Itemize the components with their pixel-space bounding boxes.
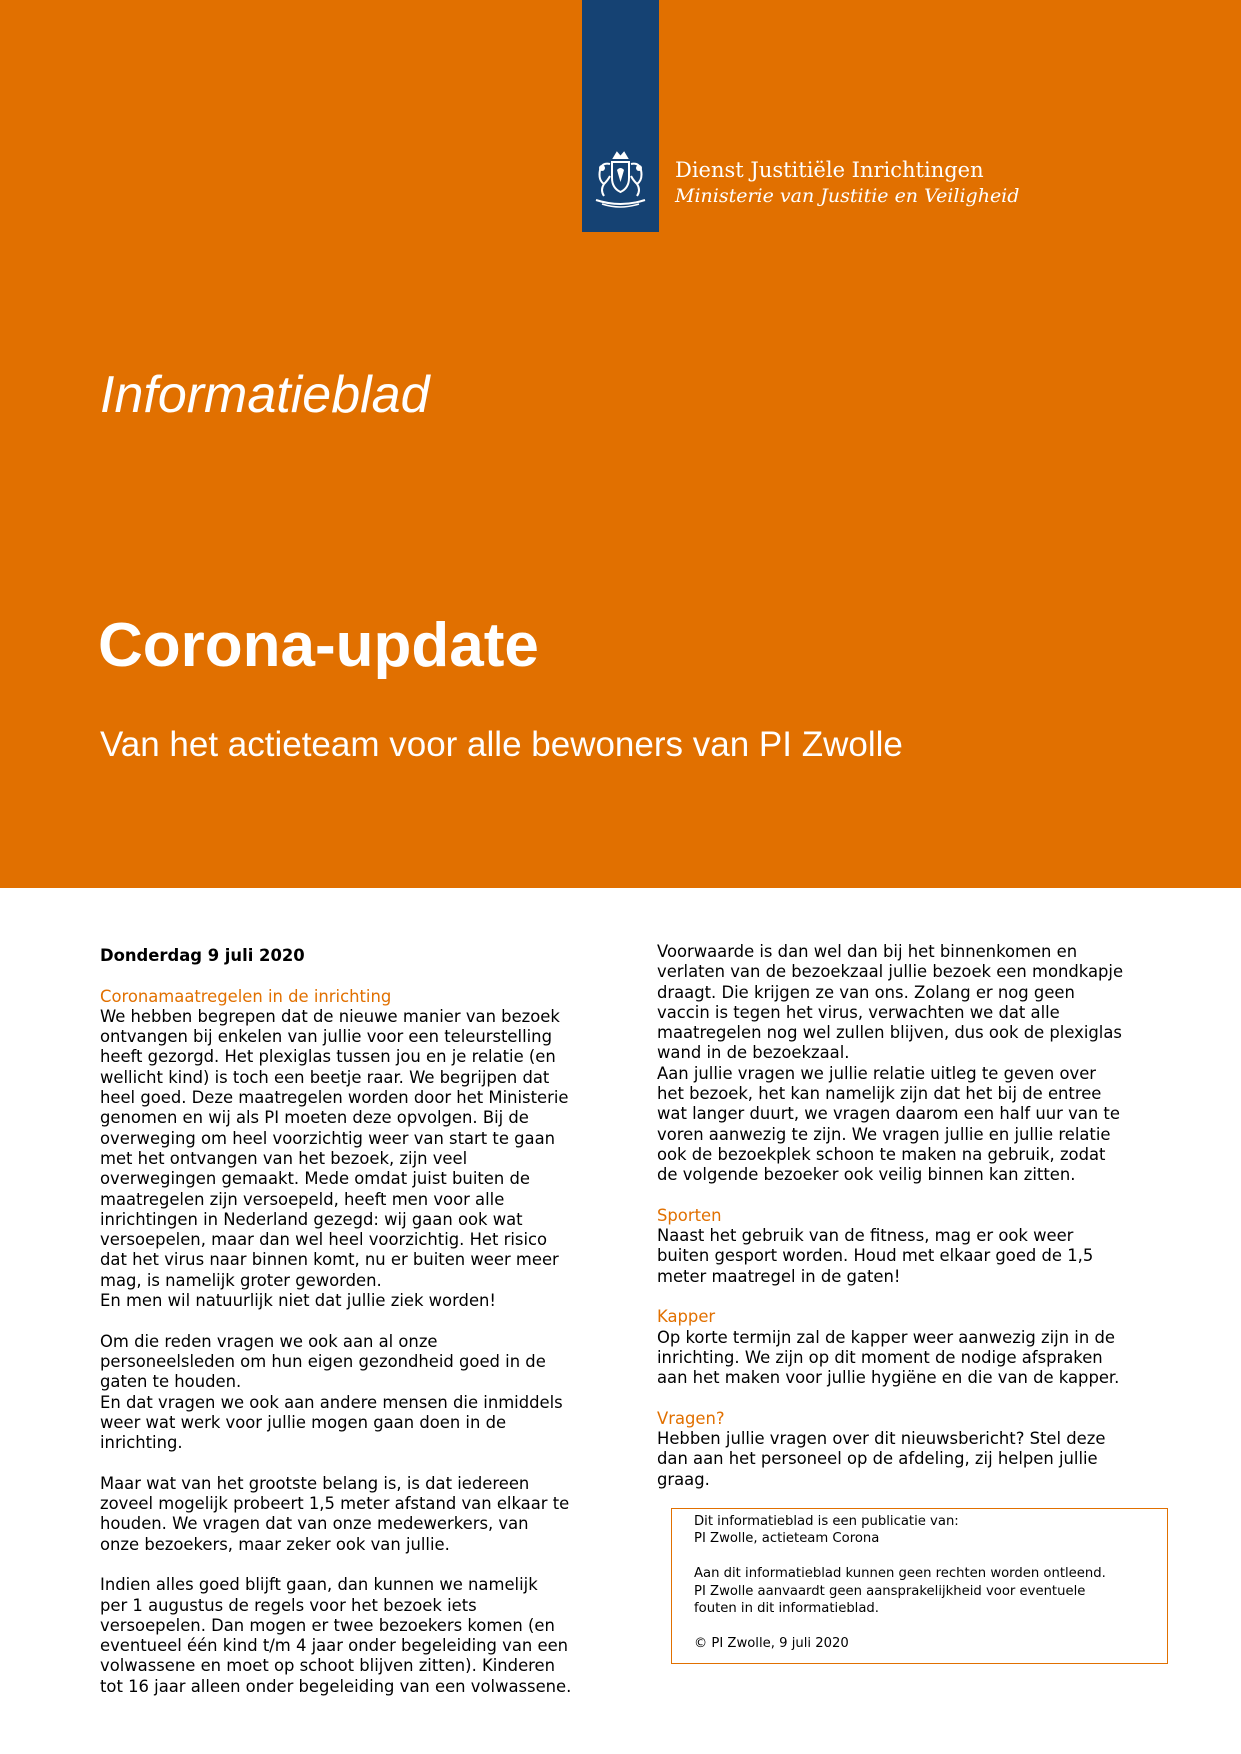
text-line: gaten te houden. [100, 1372, 242, 1392]
paragraph [100, 1474, 571, 1555]
text-line: voren aanwezig te zijn. We vragen jullie en jullie relatie [657, 1124, 1111, 1144]
text-line: versoepelen, maar dan wel heel voorzichtig. Het risico [100, 1230, 548, 1250]
page-subtitle: Van het actieteam voor alle bewoners van PI Zwolle [100, 725, 903, 764]
text-line: tot 16 jaar alleen onder begeleiding van een volwassene. [100, 1676, 572, 1696]
text-line: aan het maken voor jullie hygiëne en die van de kapper. [657, 1368, 1120, 1388]
paragraph [100, 1007, 571, 1311]
text-line: Aan jullie vragen we jullie relatie uitleg te geven over [657, 1063, 1097, 1083]
text-line: wat langer duurt, we vragen daarom een half uur van te [657, 1104, 1120, 1124]
publication-date: Donderdag 9 juli 2020 [100, 946, 305, 965]
section-heading-corona-measures: Coronamaatregelen in de inrichting [100, 986, 392, 1006]
right-column [657, 942, 1123, 1490]
text-line: maatregelen nog wel zullen blijven, dus ook de plexiglas [657, 1023, 1122, 1043]
info-line: fouten in dit informatieblad. [694, 1601, 879, 1617]
text-line: dan aan het personeel op de afdeling, zij helpen jullie [657, 1449, 1098, 1469]
text-line: draagt. Die krijgen ze van ons. Zolang er nog geen [657, 982, 1075, 1002]
text-line: En dat vragen we ook aan andere mensen die inmiddels [100, 1392, 563, 1412]
text-line: eventueel één kind t/m 4 jaar onder begeleiding van een [100, 1636, 569, 1656]
info-line: Aan dit informatieblad kunnen geen rechten worden ontleend. [694, 1566, 1106, 1582]
section-heading-sport: Sporten [657, 1205, 722, 1225]
text-line: versoepelen. Dan mogen er twee bezoekers komen (en [100, 1615, 555, 1635]
text-line: maatregelen zijn versoepeld, heeft men voor alle [100, 1189, 505, 1209]
text-line: En men wil natuurlijk niet dat jullie ziek worden! [100, 1291, 496, 1311]
document-type: Informatieblad [100, 366, 430, 424]
text-line: volwassene en moet op schoot blijven zitten). Kinderen [100, 1656, 556, 1676]
text-line: Naast het gebruik van de fitness, mag er ook weer [657, 1226, 1074, 1246]
text-line: de volgende bezoeker ook veilig binnen kan zitten. [657, 1165, 1076, 1185]
text-line: onze bezoekers, maar zeker ook van jullie. [100, 1534, 450, 1554]
text-line: vaccin is tegen het virus, verwachten we dat alle [657, 1002, 1060, 1022]
text-line: Voorwaarde is dan wel dan bij het binnenkomen en [657, 942, 1078, 961]
publication-info-box [671, 1508, 1168, 1664]
paragraph [657, 942, 1123, 1186]
section-heading-kapper: Kapper [657, 1307, 716, 1327]
page-title: Corona-update [98, 611, 539, 680]
text-line: genomen en wij als PI moeten deze opvolgen. Bij de [100, 1108, 529, 1128]
text-line: Maar wat van het grootste belang is, is dat iedereen [100, 1473, 530, 1493]
text-line: het bezoek, het kan namelijk zijn dat het bij de entree [657, 1084, 1102, 1104]
copyright-line: © PI Zwolle, 9 juli 2020 [694, 1635, 849, 1651]
text-line: houden. We vragen dat van onze medewerkers, van [100, 1514, 529, 1534]
text-line: Indien alles goed blijft gaan, dan kunnen we namelijk [100, 1575, 538, 1595]
text-line: We hebben begrepen dat de nieuwe manier van bezoek [100, 1006, 560, 1026]
paragraph [100, 1332, 571, 1454]
text-line: heel goed. Deze maatregelen worden door het Ministerie [100, 1088, 569, 1108]
ministry-name: Ministerie van Justitie en Veiligheid [675, 185, 1020, 207]
text-line: inrichtingen in Nederland gezegd: wij gaan ook wat [100, 1209, 523, 1229]
text-line: met het ontvangen van het bezoek, zijn veel [100, 1148, 468, 1168]
text-line: personeelsleden om hun eigen gezondheid goed in de [100, 1351, 546, 1371]
text-line: overwegingen gemaakt. Mede omdat juist buiten de [100, 1169, 530, 1189]
text-line: verlaten van de bezoekzaal jullie bezoek een mondkapje [657, 962, 1124, 982]
text-line: buiten gesport worden. Houd met elkaar goed de 1,5 [657, 1246, 1094, 1266]
text-line: Hebben jullie vragen over dit nieuwsbericht? Stel deze [657, 1429, 1106, 1449]
text-line: ook de bezoekplek schoon te maken na gebruik, zodat [657, 1144, 1106, 1164]
text-line: graag. [657, 1469, 710, 1489]
text-line: mag, is namelijk groter geworden. [100, 1270, 382, 1290]
text-line: weer wat werk voor jullie mogen gaan doen in de [100, 1412, 507, 1432]
text-line: Om die reden vragen we ook aan al onze [100, 1331, 438, 1351]
text-line: inrichting. [100, 1433, 183, 1453]
text-line: wand in de bezoekzaal. [657, 1043, 850, 1063]
section-heading-vragen: Vragen? [657, 1408, 725, 1428]
organization-name: Dienst Justitiële Inrichtingen [675, 158, 984, 182]
text-line: per 1 augustus de regels voor het bezoek iets [100, 1595, 477, 1615]
text-line: zoveel mogelijk probeert 1,5 meter afstand van elkaar te [100, 1494, 570, 1514]
paragraph [657, 1429, 1123, 1490]
text-line: Op korte termijn zal de kapper weer aanwezig zijn in de [657, 1327, 1115, 1347]
left-column [100, 946, 571, 1697]
paragraph [100, 1575, 571, 1697]
paragraph [657, 1328, 1123, 1389]
info-line: PI Zwolle, actieteam Corona [694, 1531, 880, 1547]
text-line: dat het virus naar binnen komt, nu er buiten weer meer [100, 1250, 559, 1270]
text-line: heeft gezorgd. Het plexiglas tussen jou en je relatie (en [100, 1047, 556, 1067]
text-line: inrichting. We zijn op dit moment de nodige afspraken [657, 1347, 1103, 1367]
text-line: overweging om heel voorzichtig weer van start te gaan [100, 1128, 556, 1148]
text-line: wellicht kind) is toch een beetje raar. We begrijpen dat [100, 1067, 550, 1087]
paragraph [657, 1226, 1123, 1287]
text-line: ontvangen bij enkelen van jullie voor een teleurstelling [100, 1027, 552, 1047]
text-line: meter maatregel in de gaten! [657, 1266, 901, 1286]
info-line: Dit informatieblad is een publicatie van: [694, 1514, 959, 1529]
info-line: PI Zwolle aanvaardt geen aansprakelijkheid voor eventuele [694, 1583, 1086, 1599]
coat-of-arms-icon [588, 150, 653, 212]
